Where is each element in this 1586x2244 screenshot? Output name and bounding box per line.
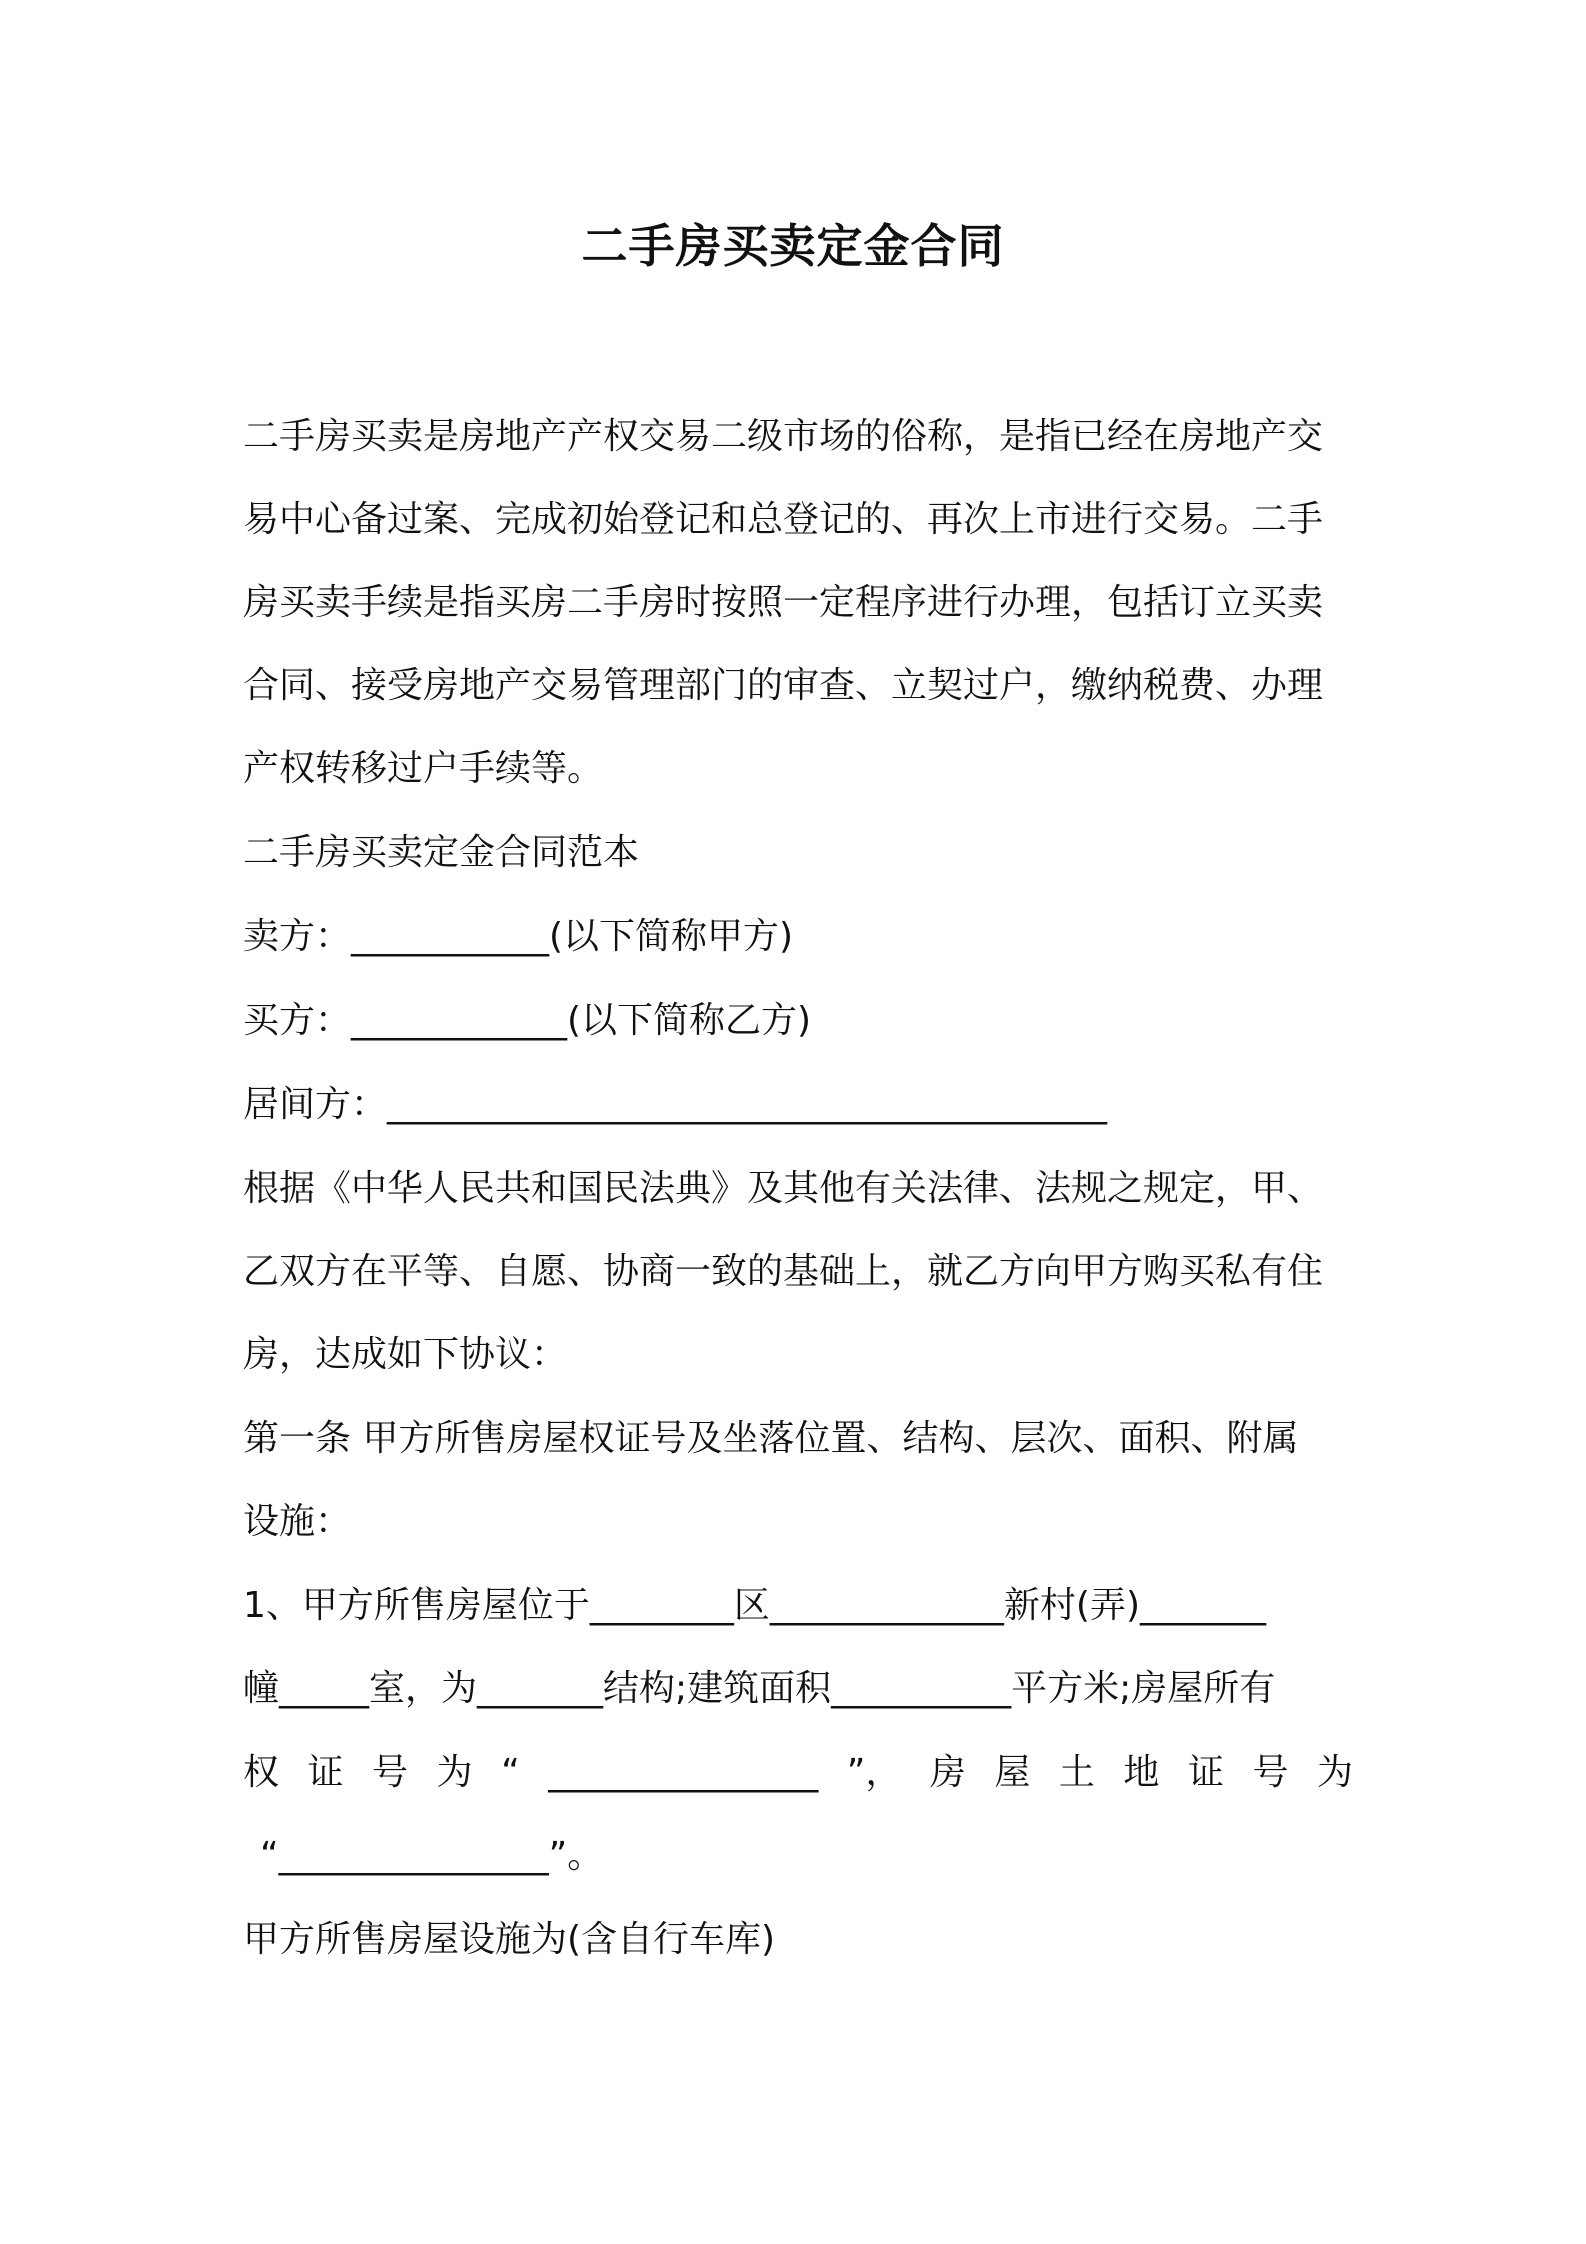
document-title: 二手房买卖定金合同: [581, 219, 1005, 273]
land-certificate-line: “_______________”。: [260, 1835, 604, 1876]
text-char: 屋: [994, 1752, 1031, 1793]
seller-line: 卖方：___________(以下简称甲方): [243, 916, 794, 957]
paragraph-line: 房，达成如下协议：: [243, 1334, 568, 1375]
certificate-line: [243, 1748, 1353, 1798]
text-char: 号: [372, 1752, 409, 1793]
article-heading: 第一条 甲方所售房屋权证号及坐落位置、结构、层次、面积、附属: [243, 1418, 1299, 1459]
text-char: 地: [1123, 1752, 1160, 1793]
text-char: 土: [1058, 1752, 1095, 1793]
text-char: ”，: [846, 1752, 902, 1793]
text-char: “: [501, 1752, 520, 1793]
blank-field: _______________: [548, 1752, 819, 1793]
intermediary-line: 居间方：________________________________________: [243, 1084, 1108, 1125]
paragraph-line: 1、甲方所售房屋位于________区_____________新村(弄)_______: [243, 1585, 1266, 1626]
text-char: 权: [243, 1752, 280, 1793]
paragraph-line: 房买卖手续是指买房二手房时按照一定程序进行办理，包括订立买卖: [243, 582, 1324, 623]
buyer-line: 买方：____________(以下简称乙方): [243, 1000, 812, 1041]
text-char: 证: [307, 1752, 344, 1793]
text-char: 为: [1316, 1752, 1353, 1793]
paragraph-line: 设施：: [243, 1501, 352, 1542]
paragraph-line: 二手房买卖是房地产产权交易二级市场的俗称，是指已经在房地产交: [243, 416, 1324, 457]
text-char: 为: [436, 1752, 473, 1793]
text-char: 号: [1252, 1752, 1289, 1793]
paragraph-line: 合同、接受房地产交易管理部门的审查、立契过户，缴纳税费、办理: [243, 665, 1324, 706]
paragraph-line: 易中心备过案、完成初始登记和总登记的、再次上市进行交易。二手: [243, 499, 1324, 540]
text-char: 证: [1187, 1752, 1224, 1793]
paragraph-line: 产权转移过户手续等。: [243, 748, 604, 789]
text-char: 房: [929, 1752, 966, 1793]
facilities-line: 甲方所售房屋设施为(含自行车库): [243, 1919, 776, 1960]
paragraph-line: 根据《中华人民共和国民法典》及其他有关法律、法规之规定，甲、: [243, 1168, 1324, 1209]
section-heading: 二手房买卖定金合同范本: [243, 832, 640, 873]
paragraph-line: 乙双方在平等、自愿、协商一致的基础上，就乙方向甲方购买私有住: [243, 1251, 1324, 1292]
paragraph-line: 幢_____室，为_______结构;建筑面积__________平方米;房屋所有: [243, 1668, 1276, 1709]
